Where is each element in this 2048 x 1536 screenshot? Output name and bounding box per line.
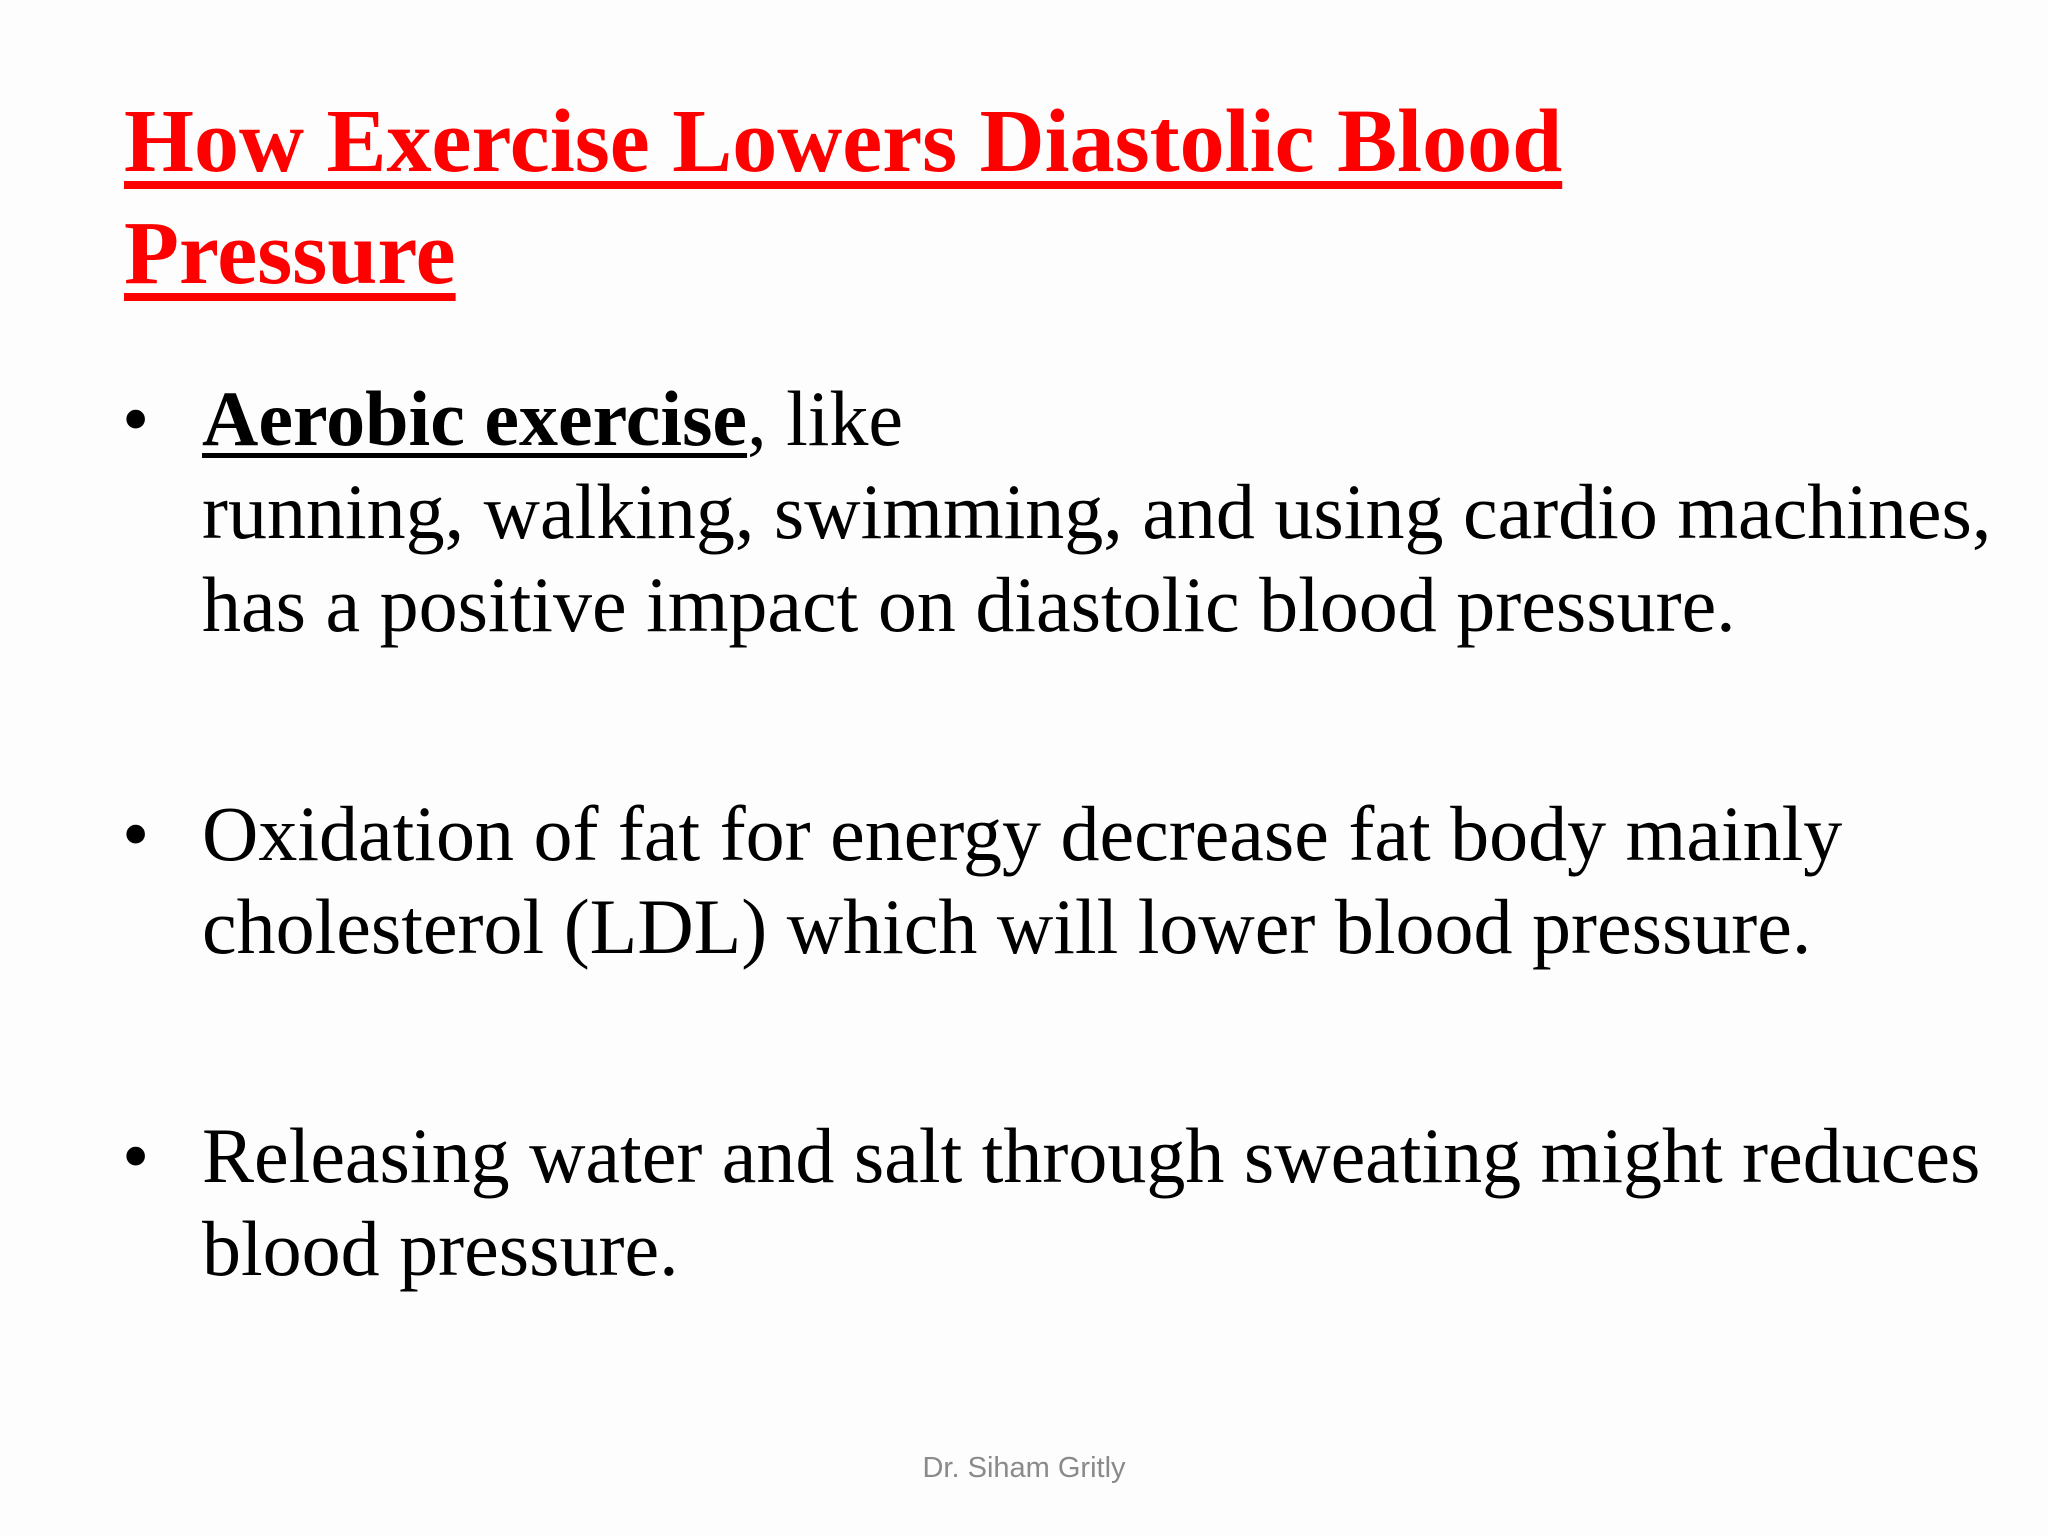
bullet-term: Aerobic exercise — [202, 375, 748, 462]
slide-title: How Exercise Lowers Diastolic Blood Pressure — [124, 92, 1563, 303]
bullet-item-fat-oxidation — [122, 787, 2002, 973]
slide-footer: Dr. Siham Gritly — [922, 1452, 1126, 1484]
bullet-text: , like — [747, 375, 904, 462]
bullet-item-sweating — [122, 1109, 2002, 1295]
bullet-list — [122, 372, 2002, 1295]
bullet-item-aerobic-exercise — [122, 372, 2002, 651]
bullet-text: Oxidation of fat for energy decrease fat body mainly cholesterol (LDL) which will lower blood pressure. — [202, 790, 1843, 970]
bullet-continuation: running, walking, swimming, and using cardio machines, has a positive impact on diastolic blood pressure. — [202, 468, 1992, 648]
bullet-text: Releasing water and salt through sweating might reduces blood pressure. — [202, 1112, 1981, 1292]
bullet-icon: • — [122, 790, 150, 877]
bullet-icon: • — [122, 1112, 150, 1199]
bullet-icon: • — [122, 375, 150, 462]
